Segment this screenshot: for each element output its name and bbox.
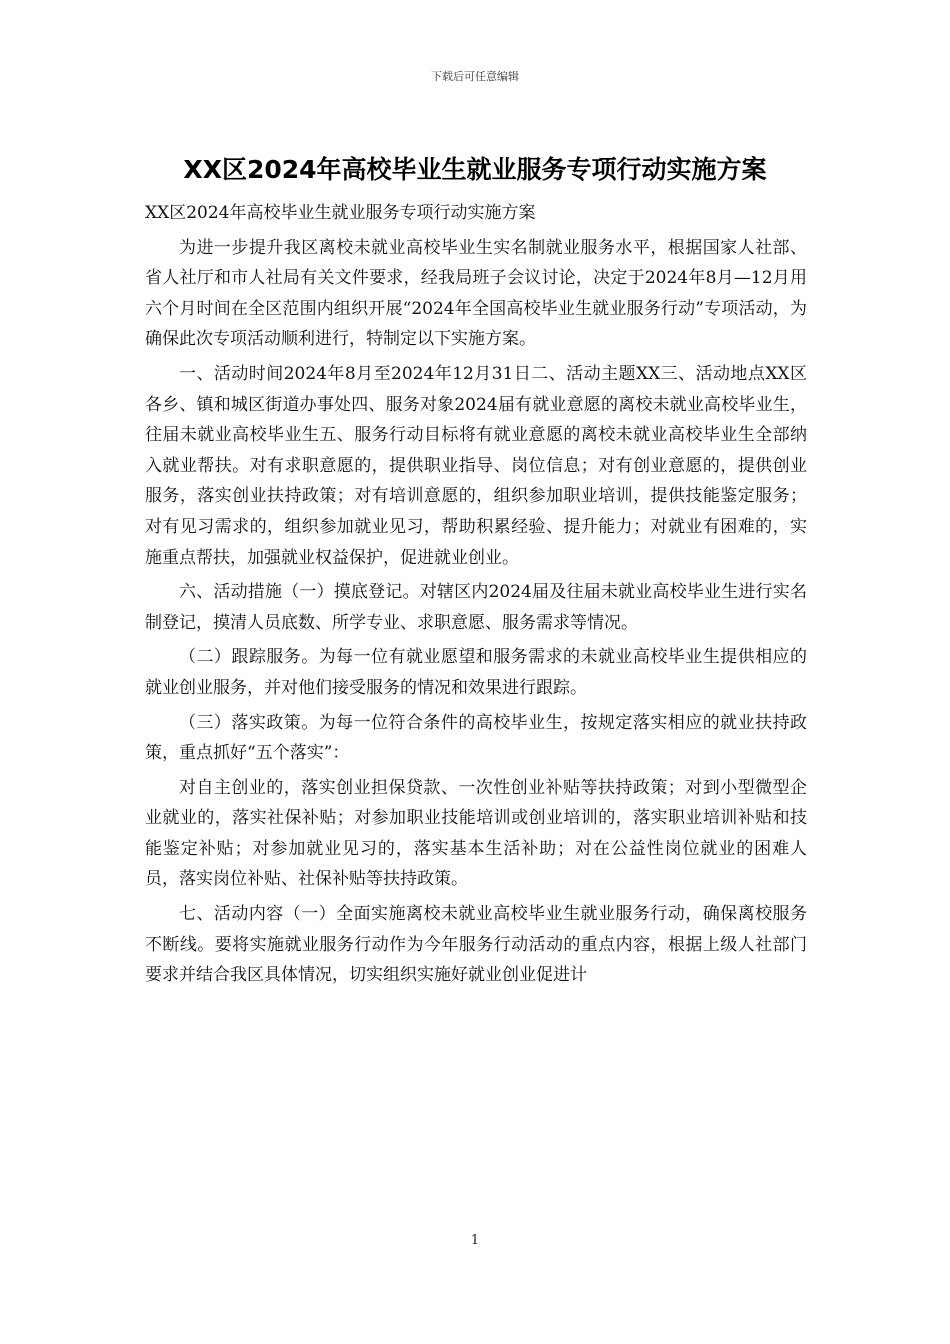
- document-subtitle: XX区2024年高校毕业生就业服务专项行动实施方案: [145, 203, 536, 223]
- paragraph-measures-registration: 六、活动措施（一）摸底登记。对辖区内2024届及往届未就业高校毕业生进行实名制登记，摸清人员底数、所学专业、求职意愿、服务需求等情况。: [145, 582, 807, 633]
- paragraph-activity-overview: 一、活动时间2024年8月至2024年12月31日二、活动主题XX三、活动地点XX区各乡、镇和城区街道办事处四、服务对象2024届有就业意愿的离校未就业高校毕业生，往届未就业高校毕业生五、服务行动目标将有就业意愿的离校未就业高校毕业生全部纳入就业帮扶。对有求职意愿的，提供职业指导、岗位信息；对有创业意愿的，提供创业服务，落实创业扶持政策；对有培训意愿的，组织参加职业培训，提供技能鉴定服务；对有见习需求的，组织参加就业见习，帮助积累经验、提升能力；对就业有困难的，实施重点帮扶，加强就业权益保护，促进就业创业。: [145, 363, 807, 568]
- document-title: XX区2024年高校毕业生就业服务专项行动实施方案: [183, 155, 767, 184]
- paragraph-five-implementations: 对自主创业的，落实创业担保贷款、一次性创业补贴等扶持政策；对到小型微型企业就业的，落实社保补贴；对参加职业技能培训或创业培训的，落实职业培训补贴和技能鉴定补贴；对参加就业见习的，落实基本生活补助；对在公益性岗位就业的困难人员，落实岗位补贴、社保补贴等扶持政策。: [145, 777, 807, 890]
- document-body: [145, 198, 807, 991]
- paragraph-activity-content: 七、活动内容（一）全面实施离校未就业高校毕业生就业服务行动，确保离校服务不断线。要将实施就业服务行动作为今年服务行动活动的重点内容，根据上级人社部门要求并结合我区具体情况，切实组织实施好就业创业促进计: [145, 904, 807, 986]
- header-note: 下载后可任意编辑: [431, 70, 519, 83]
- paragraph-intro: 为进一步提升我区离校未就业高校毕业生实名制就业服务水平，根据国家人社部、省人社厅和市人社局有关文件要求，经我局班子会议讨论，决定于2024年8月—12月用六个月时间在全区范围内组织开展“2024年全国高校毕业生就业服务行动”专项活动，为确保此次专项活动顺利进行，特制定以下实施方案。: [145, 237, 807, 350]
- paragraph-policy-implementation: （三）落实政策。为每一位符合条件的高校毕业生，按规定落实相应的就业扶持政策，重点抓好“五个落实”：: [145, 712, 807, 764]
- paragraph-tracking-service: （二）跟踪服务。为每一位有就业愿望和服务需求的未就业高校毕业生提供相应的就业创业服务，并对他们接受服务的情况和效果进行跟踪。: [145, 647, 807, 698]
- page-number: 1: [470, 1233, 480, 1248]
